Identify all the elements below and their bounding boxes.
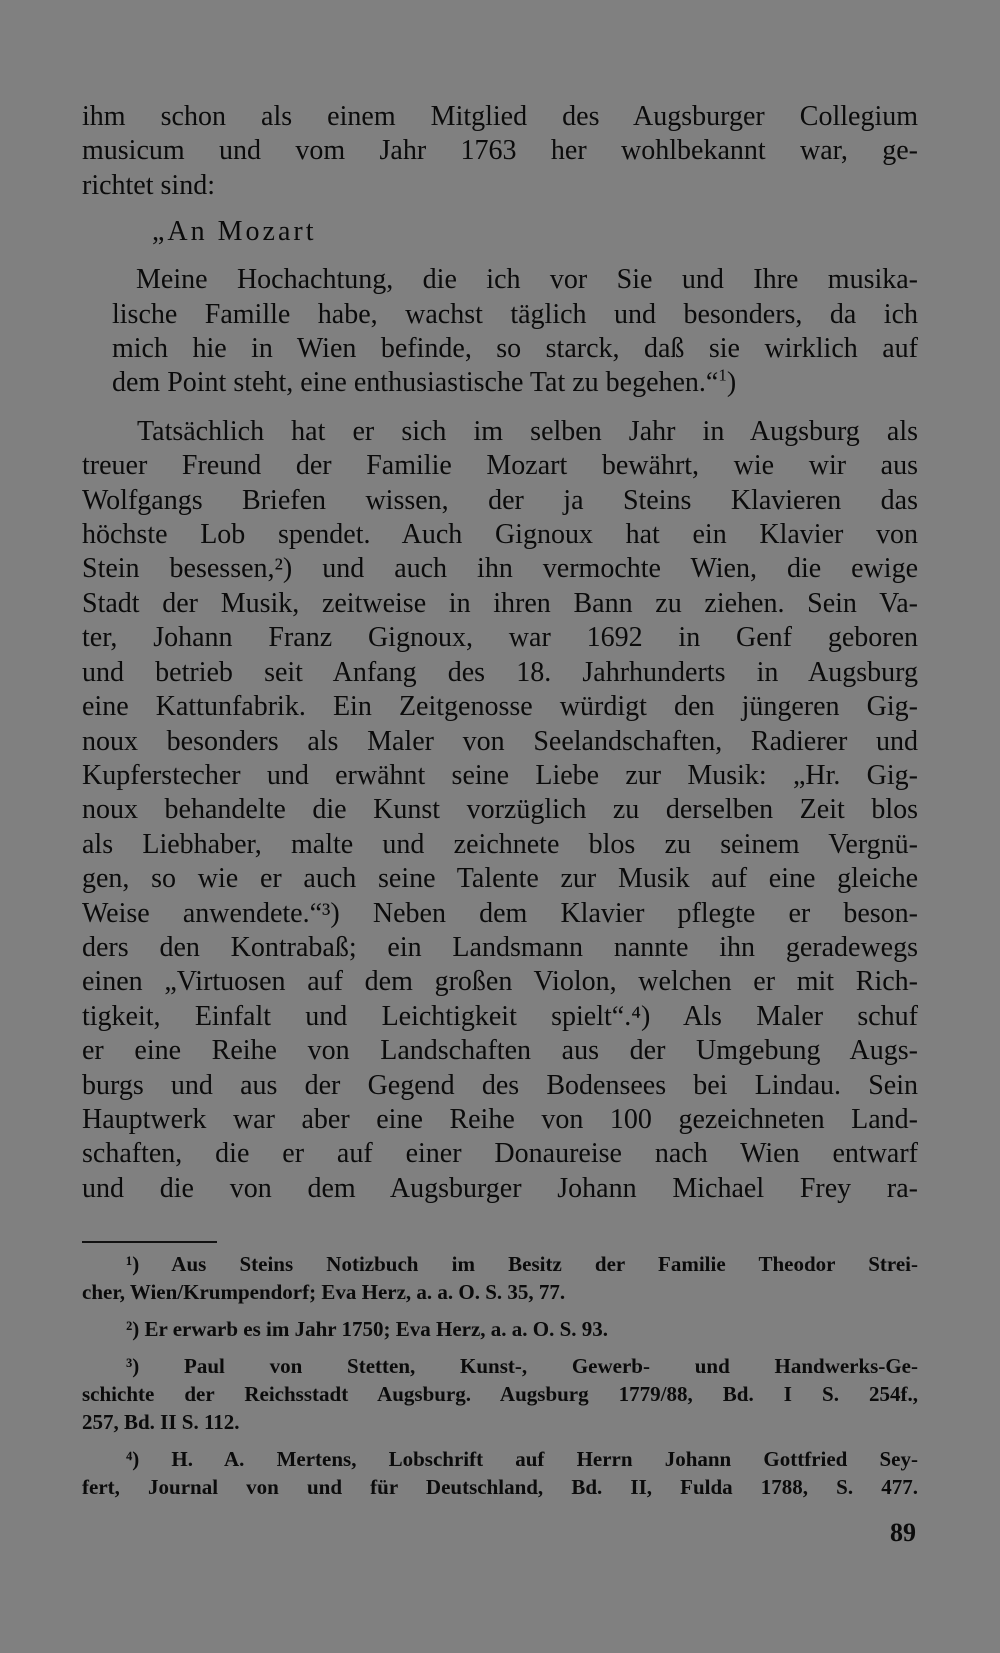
footnote-line: ⁴) H. A. Mertens, Lobschrift auf Herrn Johann Gottfried Sey- (126, 1447, 918, 1471)
text-line: lische Famille habe, wachst täglich und besonders, da ich (112, 298, 918, 330)
text-line: höchste Lob spendet. Auch Gignoux hat ein Klavier von (82, 519, 918, 551)
text-line: mich hie in Wien befinde, so starck, daß sie wirklich auf (112, 333, 918, 365)
footnote-line: ²) Er erwarb es im Jahr 1750; Eva Herz, a. a. O. S. 93. (126, 1317, 609, 1341)
footnote-divider (82, 1241, 217, 1243)
footnote-line: 257, Bd. II S. 112. (82, 1410, 240, 1434)
footnote-line: ³) Paul von Stetten, Kunst-, Gewerb- und Handwerks-Ge- (126, 1354, 918, 1378)
text-line: ders den Kontrabaß; ein Landsmann nannte ihn geradewegs (82, 931, 918, 963)
text-line (112, 366, 918, 400)
text-line: und die von dem Augsburger Johann Michael Frey ra- (82, 1172, 918, 1204)
text-line: burgs und aus der Gegend des Bodensees bei Lindau. Sein (82, 1069, 918, 1101)
text-line: noux behandelte die Kunst vorzüglich zu derselben Zeit blos (82, 794, 918, 826)
text-line: treuer Freund der Familie Mozart bewährt, wie wir aus (82, 450, 918, 482)
footnote-4 (82, 1445, 918, 1501)
text-line: Stein besessen,²) und auch ihn vermochte Wien, die ewige (82, 553, 918, 585)
text-line: eine Kattunfabrik. Ein Zeitgenosse würdigt den jüngeren Gig- (82, 691, 918, 723)
text-line: Wolfgangs Briefen wissen, der ja Steins Klavieren das (82, 484, 918, 516)
footnote-3 (82, 1352, 918, 1436)
footnote-2 (82, 1315, 918, 1343)
main-paragraph (82, 415, 918, 1206)
quote-last-text: dem Point steht, eine enthusiastische Tat zu begehen.“ (112, 367, 719, 399)
footnote-line: schichte der Reichsstadt Augsburg. Augsburg 1779/88, Bd. I S. 254f., (82, 1382, 918, 1406)
text-line: er eine Reihe von Landschaften aus der Umgebung Augs- (82, 1035, 918, 1067)
footnote-mark: 1 (718, 366, 727, 386)
text-line: als Liebhaber, malte und zeichnete blos zu seinem Vergnü- (82, 828, 918, 860)
text-line: musicum und vom Jahr 1763 her wohlbekannt war, ge- (82, 135, 918, 167)
footnotes (82, 1250, 918, 1510)
page-body (82, 100, 918, 1206)
text-line: ihm schon als einem Mitglied des Augsburger Collegium (82, 101, 918, 132)
text-line: Weise anwendete.“³) Neben dem Klavier pflegte er beson- (82, 897, 918, 929)
text-line: Tatsächlich hat er sich im selben Jahr in Augsburg als (137, 415, 918, 447)
text-line: Meine Hochachtung, die ich vor Sie und Ihre musika- (136, 264, 918, 296)
page-number: 89 (890, 1518, 916, 1547)
quote-paragraph (112, 263, 918, 401)
text-line: Hauptwerk war aber eine Reihe von 100 gezeichneten Land- (82, 1103, 918, 1135)
text-line: noux besonders als Maler von Seelandschaften, Radierer und (82, 725, 918, 757)
footnote-line: cher, Wien/Krumpendorf; Eva Herz, a. a. O. S. 35, 77. (82, 1280, 566, 1304)
intro-paragraph (82, 100, 918, 203)
text-line: tigkeit, Einfalt und Leichtigkeit spielt“.⁴) Als Maler schuf (82, 1000, 918, 1032)
text-line: richtet sind: (82, 169, 215, 201)
text-line: einen „Virtuosen auf dem großen Violon, welchen er mit Rich- (82, 966, 918, 998)
text-line: schaften, die er auf einer Donaureise nach Wien entwarf (82, 1138, 918, 1170)
text-line: und betrieb seit Anfang des 18. Jahrhunderts in Augsburg (82, 656, 918, 688)
quote-heading: „An Mozart (152, 216, 317, 248)
text-line: Kupferstecher und erwähnt seine Liebe zur Musik: „Hr. Gig- (82, 759, 918, 791)
footnote-line: ¹) Aus Steins Notizbuch im Besitz der Familie Theodor Strei- (126, 1252, 918, 1276)
footnote-1 (82, 1250, 918, 1306)
text-line: ter, Johann Franz Gignoux, war 1692 in Genf geboren (82, 622, 918, 654)
text-line: Stadt der Musik, zeitweise in ihren Bann zu ziehen. Sein Va- (82, 587, 918, 619)
footnote-line: fert, Journal von und für Deutschland, Bd. II, Fulda 1788, S. 477. (82, 1475, 918, 1499)
text-line: gen, so wie er auch seine Talente zur Musik auf eine gleiche (82, 863, 918, 895)
footnote-mark-close: ) (726, 367, 737, 399)
